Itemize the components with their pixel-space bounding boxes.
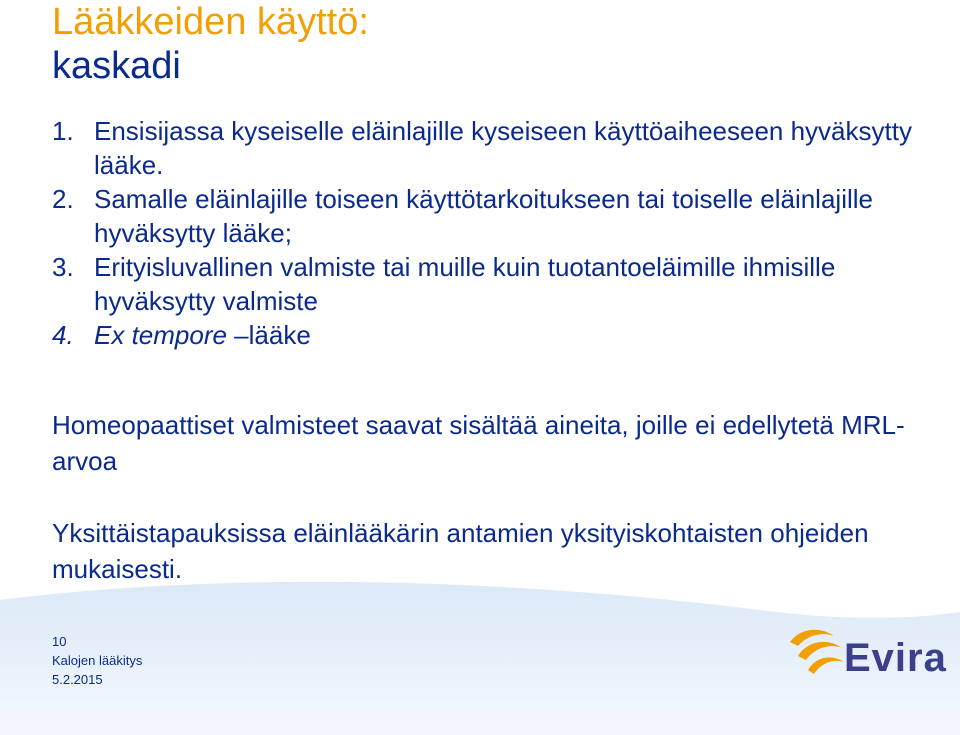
list-item	[52, 318, 942, 352]
evira-logo	[786, 622, 946, 692]
logo-text: Evira	[844, 636, 947, 680]
page-number: 10	[52, 634, 67, 649]
slide-footer	[52, 632, 142, 689]
list-item-number: 2.	[52, 184, 74, 214]
presentation-date: 5.2.2015	[52, 672, 103, 687]
paragraph-case-by-case: Yksittäistapauksissa eläinlääkärin antamien yksityiskohtaisten ohjeiden mukaisesti.	[52, 518, 869, 584]
list-item-number: 1.	[52, 116, 74, 146]
list-item-text: Erityisluvallinen valmiste tai muille kuin tuotantoeläimille ihmisille hyväksytty valmiste	[94, 252, 836, 316]
slide-title-line1: Lääkkeiden käyttö:	[52, 1, 369, 43]
list-item	[52, 182, 942, 250]
list-item-emphasis: Ex tempore	[94, 320, 235, 350]
list-item	[52, 250, 942, 318]
slide-title-line2: kaskadi	[52, 45, 181, 87]
list-item	[52, 114, 942, 182]
list-item-number: 4.	[52, 320, 74, 350]
presentation-name: Kalojen lääkitys	[52, 653, 143, 668]
cascade-list	[52, 114, 942, 352]
paragraph-homeopathic: Homeopaattiset valmisteet saavat sisältää aineita, joille ei edellytetä MRL-arvoa	[52, 410, 905, 476]
list-item-text: Ensisijassa kyseiselle eläinlajille kyseiseen käyttöaiheeseen hyväksytty lääke.	[94, 116, 912, 180]
list-item-number: 3.	[52, 252, 74, 282]
list-item-text: –lääke	[234, 320, 311, 350]
list-item-text: Samalle eläinlajille toiseen käyttötarkoitukseen tai toiselle eläinlajille hyväksytty lääke;	[94, 184, 873, 248]
